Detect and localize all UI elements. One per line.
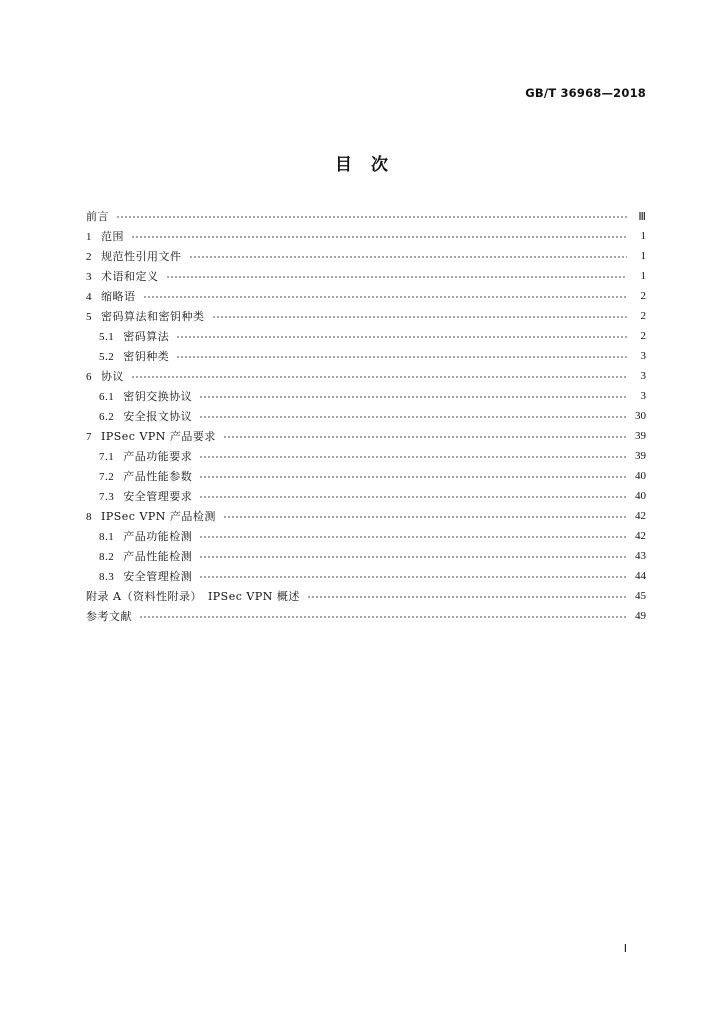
toc-entry[interactable] [86,206,646,226]
dot-leader [199,476,627,479]
toc-entry-number: 8 [86,511,92,523]
toc-entry-text: 参考文献 [86,610,132,623]
toc-entry-number: 8.3 [99,571,115,583]
dot-leader [199,496,627,499]
toc-entry-page: 43 [635,550,646,562]
toc-entry-label [99,548,196,564]
toc-entry[interactable] [86,406,646,426]
toc-entry-text: 密钥交换协议 [123,390,193,403]
toc-entry-page: 3 [640,390,646,402]
toc-entry-page: 45 [635,590,646,602]
toc-entry-label [86,288,140,304]
toc-entry[interactable] [86,346,646,366]
toc-entry-text: 前言 [86,210,109,223]
toc-entry-label [99,348,173,364]
dot-leader [223,516,627,519]
toc-entry[interactable] [86,386,646,406]
toc-entry-page: 40 [635,470,646,482]
toc-entry-label [99,448,196,464]
toc-entry-number: 3 [86,271,92,283]
toc-entry-page: 30 [635,410,646,422]
toc-entry-page: Ⅲ [638,210,646,223]
toc-entry-label [86,208,113,224]
toc-entry-number: 2 [86,251,92,263]
toc-entry[interactable] [86,226,646,246]
dot-leader [143,296,628,299]
toc-entry-number: 5 [86,311,92,323]
toc-entry-text: 范围 [101,230,124,243]
toc-entry-text: 术语和定义 [101,270,159,283]
toc-entry-page: 49 [635,610,646,622]
dot-leader [176,336,627,339]
toc-entry[interactable] [86,446,646,466]
toc-entry-number: 7.2 [99,471,115,483]
dot-leader [307,596,627,599]
toc-entry[interactable] [86,486,646,506]
dot-leader [189,256,628,259]
toc-entry-label [86,608,136,624]
dot-leader [199,416,627,419]
standard-code: GB/T 36968—2018 [525,86,646,100]
toc-entry-text: IPSec VPN 产品要求 [101,430,216,443]
toc-entry-page: 39 [635,430,646,442]
toc-entry-text: 安全报文协议 [123,410,193,423]
toc-entry-page: 39 [635,450,646,462]
toc-entry-text: 协议 [101,370,124,383]
toc-entry-number: 6.1 [99,391,115,403]
toc-entry-label [86,308,209,324]
dot-leader [176,356,627,359]
toc-entry-text: 规范性引用文件 [101,250,182,263]
toc-entry-number: 5.1 [99,331,115,343]
toc-entry-page: 2 [640,330,646,342]
dot-leader [223,436,627,439]
toc-entry-page: 3 [640,370,646,382]
toc-entry-number: 4 [86,291,92,303]
toc-entry-label [99,528,196,544]
toc-entry[interactable] [86,266,646,286]
toc-entry-text: 密码算法 [123,330,170,343]
toc-entry[interactable] [86,566,646,586]
toc-entry[interactable] [86,466,646,486]
page-folio: Ⅰ [623,943,627,955]
toc-entry-label [86,508,220,524]
toc-entry-page: 1 [640,250,646,262]
toc-entry-label [99,468,196,484]
toc-entry-label [86,368,128,384]
dot-leader [199,536,627,539]
toc-entry-page: 2 [640,310,646,322]
toc-entry-label [99,568,196,584]
toc-entry[interactable] [86,506,646,526]
toc-entry-page: 40 [635,490,646,502]
toc-entry[interactable] [86,306,646,326]
toc-entry-number: 1 [86,231,92,243]
toc-entry[interactable] [86,366,646,386]
toc-entry-number: 7.1 [99,451,115,463]
toc-entry-page: 42 [635,510,646,522]
toc-entry-text: 产品功能检测 [123,530,193,543]
toc-entry[interactable] [86,546,646,566]
toc-entry-number: 6.2 [99,411,115,423]
toc-entry-number: 7 [86,431,92,443]
dot-leader [116,216,627,219]
toc-entry-page: 42 [635,530,646,542]
toc-entry-number: 8.1 [99,531,115,543]
toc-entry-text: 附录 A（资料性附录） IPSec VPN 概述 [86,590,300,603]
toc-entry-text: 缩略语 [101,290,136,303]
toc-entry-text: 产品功能要求 [123,450,193,463]
toc-entry[interactable] [86,586,646,606]
toc-entry-text: 密钥种类 [123,350,170,363]
dot-leader [199,456,627,459]
toc-entry-page: 44 [635,570,646,582]
toc-entry-label [99,488,196,504]
dot-leader [131,376,627,379]
toc-entry-number: 6 [86,371,92,383]
table-of-contents [86,206,646,626]
toc-entry-label [86,588,304,604]
toc-entry-number: 8.2 [99,551,115,563]
toc-entry-text: IPSec VPN 产品检测 [101,510,216,523]
toc-entry[interactable] [86,526,646,546]
toc-entry[interactable] [86,286,646,306]
toc-entry-page: 3 [640,350,646,362]
toc-entry[interactable] [86,246,646,266]
toc-entry[interactable] [86,606,646,626]
toc-entry-text: 产品性能检测 [123,550,193,563]
toc-entry-label [86,248,186,264]
toc-entry-text: 产品性能参数 [123,470,193,483]
toc-entry-text: 安全管理检测 [123,570,193,583]
toc-entry-label [86,428,220,444]
toc-entry-page: 1 [640,270,646,282]
toc-entry-label [86,228,128,244]
toc-entry-label [99,408,196,424]
toc-entry-number: 5.2 [99,351,115,363]
toc-entry-page: 1 [640,230,646,242]
toc-entry-label [99,388,196,404]
dot-leader [131,236,627,239]
toc-entry[interactable] [86,426,646,446]
toc-entry-label [86,268,163,284]
toc-title: 目 次 [335,155,389,175]
toc-entry-text: 安全管理要求 [123,490,193,503]
dot-leader [212,316,628,319]
toc-entry-label [99,328,173,344]
dot-leader [199,576,627,579]
dot-leader [166,276,628,279]
toc-entry-number: 7.3 [99,491,115,503]
toc-entry[interactable] [86,326,646,346]
dot-leader [139,616,627,619]
dot-leader [199,556,627,559]
toc-entry-text: 密码算法和密钥种类 [101,310,205,323]
dot-leader [199,396,627,399]
toc-entry-page: 2 [640,290,646,302]
